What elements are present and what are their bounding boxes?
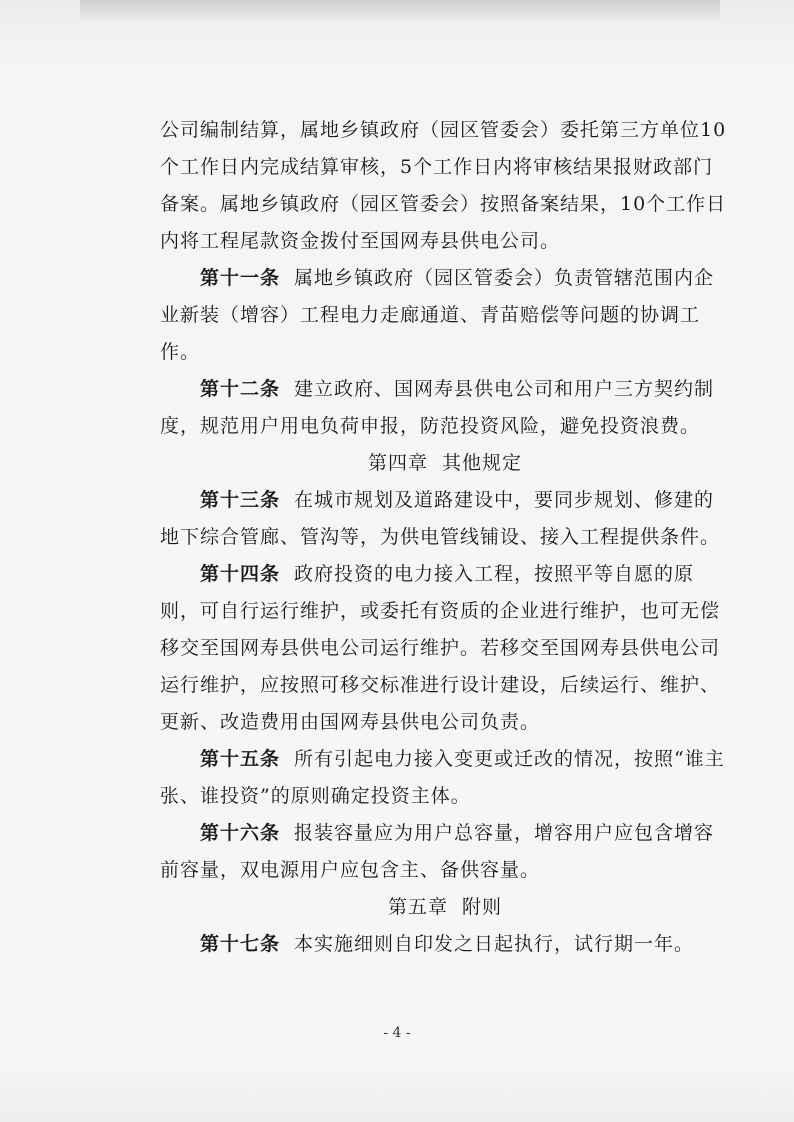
chapter-heading-5 <box>160 889 730 926</box>
article-text: 建立政府、国网寿县供电公司和用户三方契约制度，规范用户用电负荷申报，防范投资风险，避免投资浪费。 <box>160 378 715 437</box>
document-body <box>160 112 730 963</box>
article-text: 政府投资的电力接入工程，按照平等自愿的原则，可自行运行维护，或委托有资质的企业进行维护，也可无偿移交至国网寿县供电公司运行维护。若移交至国网寿县供电公司运行维护，应按照可移交标准进行设计建设，后续运行、维护、更新、改造费用由国网寿县供电公司负责。 <box>160 563 721 733</box>
article-16 <box>160 815 730 889</box>
article-label: 第十三条 <box>200 489 281 511</box>
article-label: 第十五条 <box>200 748 281 770</box>
article-text: 属地乡镇政府（园区管委会）负责管辖范围内企业新装（增容）工程电力走廊通道、青苗赔偿等问题的协调工作。 <box>160 267 715 363</box>
article-label: 第十六条 <box>200 822 281 844</box>
chapter-title: 其他规定 <box>442 452 523 474</box>
paragraph-continuation: 公司编制结算，属地乡镇政府（园区管委会）委托第三方单位10个工作日内完成结算审核，5个工作日内将审核结果报财政部门备案。属地乡镇政府（园区管委会）按照备案结果，10个工作日内将工程尾款资金拨付至国网寿县供电公司。 <box>160 119 727 252</box>
chapter-number: 第四章 <box>367 452 428 474</box>
chapter-heading-4 <box>160 445 730 482</box>
article-11 <box>160 260 730 371</box>
article-label: 第十二条 <box>200 378 281 400</box>
chapter-number: 第五章 <box>387 896 448 918</box>
article-text: 所有引起电力接入变更或迁改的情况，按照“谁主张、谁投资”的原则确定投资主体。 <box>160 748 725 807</box>
article-label: 第十一条 <box>200 267 281 289</box>
article-text: 在城市规划及道路建设中，要同步规划、修建的地下综合管廊、管沟等，为供电管线铺设、接入工程提供条件。 <box>160 489 721 548</box>
article-text: 报装容量应为用户总容量，增容用户应包含增容前容量，双电源用户应包含主、备供容量。 <box>160 822 715 881</box>
page-number: - 4 - <box>383 1025 411 1041</box>
chapter-title: 附则 <box>462 896 503 918</box>
article-label: 第十七条 <box>200 933 281 955</box>
article-14 <box>160 556 730 741</box>
scan-edge-shadow <box>80 0 720 22</box>
article-15 <box>160 741 730 815</box>
article-13 <box>160 482 730 556</box>
article-text: 本实施细则自印发之日起执行，试行期一年。 <box>294 933 695 955</box>
article-17 <box>160 926 730 963</box>
article-label: 第十四条 <box>200 563 281 585</box>
article-12 <box>160 371 730 445</box>
